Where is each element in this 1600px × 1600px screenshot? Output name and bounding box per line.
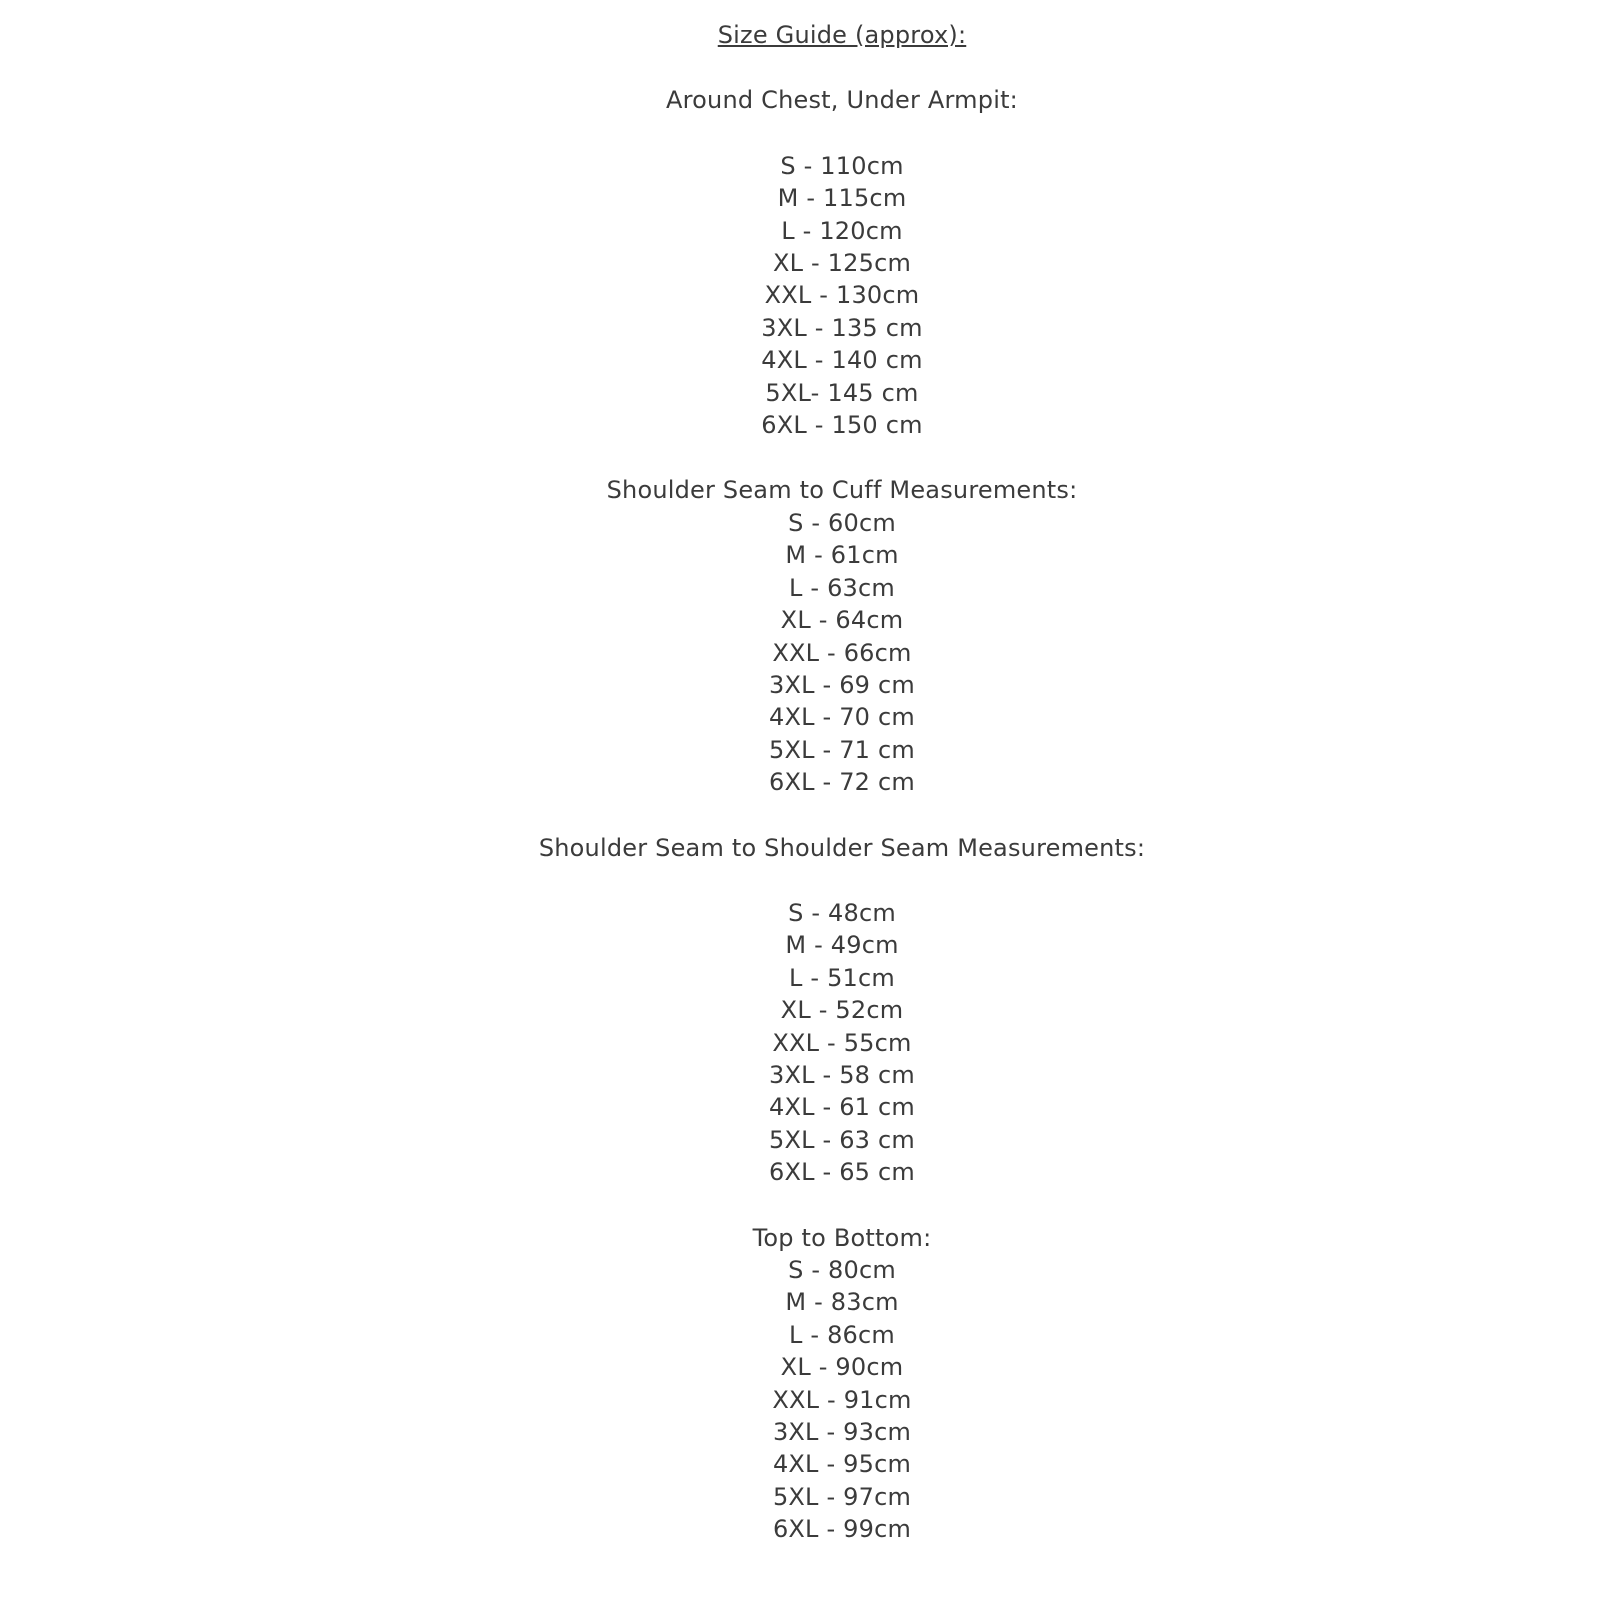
size-row-6xl: 6XL - 150 cm <box>761 411 923 440</box>
size-guide-document <box>42 0 1600 1546</box>
section-heading-seam-to-cuff: Shoulder Seam to Cuff Measurements: <box>606 476 1078 505</box>
size-row-6xl: 6XL - 72 cm <box>769 768 915 797</box>
size-row-6xl: 6XL - 99cm <box>772 1515 912 1544</box>
section-heading-top-to-bottom: Top to Bottom: <box>752 1223 932 1252</box>
size-row-3xl: 3XL - 93cm <box>772 1418 912 1447</box>
size-row-5xl: 5XL- 145 cm <box>765 378 919 407</box>
size-row-4xl: 4XL - 61 cm <box>769 1093 915 1122</box>
section-heading-around-chest: Around Chest, Under Armpit: <box>666 86 1018 115</box>
size-row-4xl: 4XL - 95cm <box>772 1450 912 1479</box>
size-row-4xl: 4XL - 70 cm <box>769 703 915 732</box>
size-row-6xl: 6XL - 65 cm <box>769 1158 915 1187</box>
size-row-s: S - 60cm <box>788 508 896 537</box>
size-row-3xl: 3XL - 69 cm <box>769 670 915 699</box>
size-guide-title: Size Guide (approx): <box>717 21 967 49</box>
size-row-xl: XL - 52cm <box>780 996 904 1025</box>
size-row-3xl: 3XL - 135 cm <box>761 313 923 342</box>
size-row-5xl: 5XL - 63 cm <box>769 1125 915 1154</box>
size-row-m: M - 49cm <box>785 931 899 960</box>
size-row-xxl: XXL - 130cm <box>764 281 920 310</box>
size-row-5xl: 5XL - 71 cm <box>769 735 915 764</box>
size-list-seam-to-cuff <box>42 507 1600 799</box>
size-list-top-to-bottom <box>42 1254 1600 1546</box>
size-row-xxl: XXL - 55cm <box>772 1028 912 1057</box>
size-row-3xl: 3XL - 58 cm <box>769 1060 915 1089</box>
size-row-5xl: 5XL - 97cm <box>772 1482 912 1511</box>
size-row-l: L - 51cm <box>788 963 895 992</box>
size-row-s: S - 110cm <box>780 151 904 180</box>
size-row-l: L - 63cm <box>788 573 895 602</box>
size-row-m: M - 61cm <box>785 541 899 570</box>
size-row-4xl: 4XL - 140 cm <box>761 346 923 375</box>
section-heading-seam-to-seam: Shoulder Seam to Shoulder Seam Measurements: <box>538 833 1146 862</box>
size-row-xl: XL - 90cm <box>780 1353 904 1382</box>
size-row-m: M - 115cm <box>777 184 907 213</box>
size-row-s: S - 80cm <box>788 1256 896 1284</box>
size-row-l: L - 86cm <box>788 1320 895 1349</box>
size-row-m: M - 83cm <box>785 1288 899 1317</box>
size-list-around-chest <box>42 150 1600 442</box>
size-list-seam-to-seam <box>42 897 1600 1189</box>
size-row-xl: XL - 64cm <box>780 606 904 635</box>
size-row-xl: XL - 125cm <box>772 249 912 278</box>
size-row-s: S - 48cm <box>788 898 896 927</box>
size-row-l: L - 120cm <box>781 216 903 245</box>
size-row-xxl: XXL - 66cm <box>772 638 912 667</box>
size-row-xxl: XXL - 91cm <box>772 1385 912 1414</box>
